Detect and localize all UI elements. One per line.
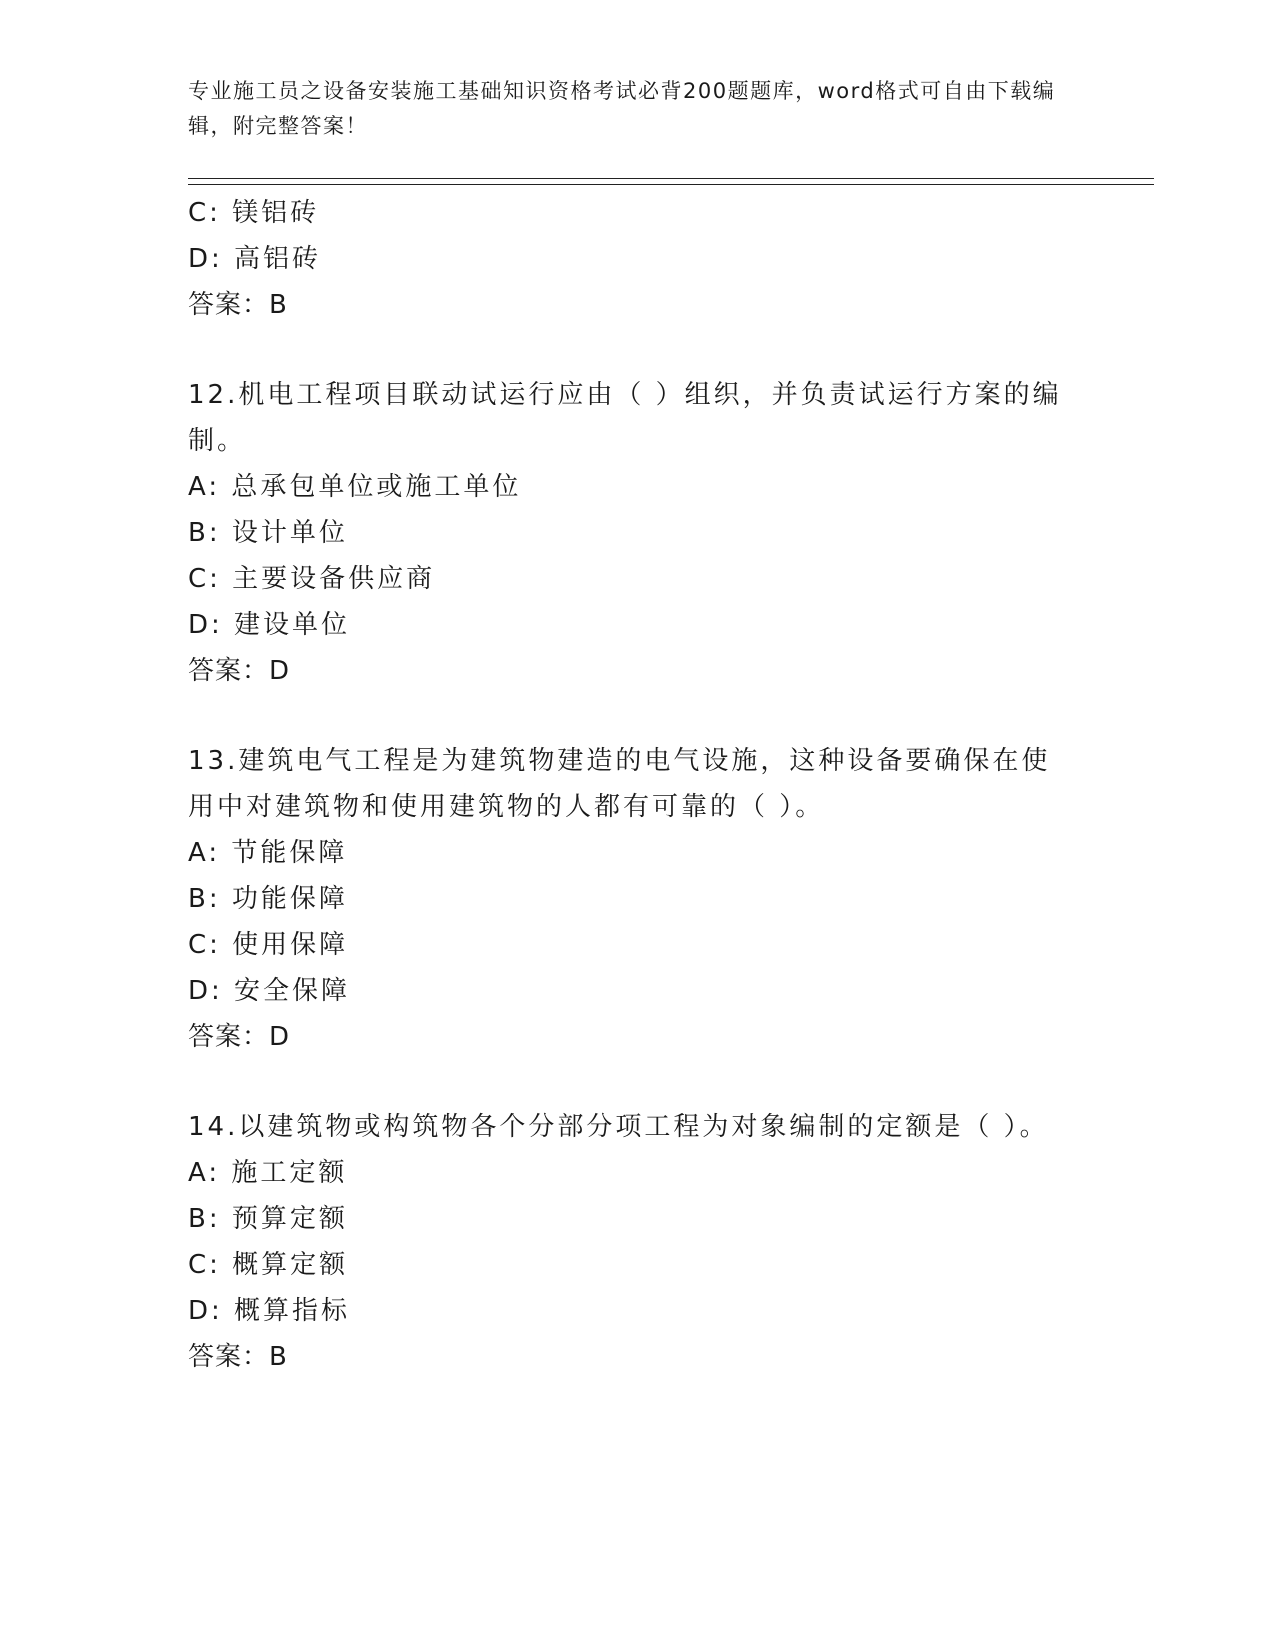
- answer-line: 答案：B: [188, 1342, 288, 1372]
- option-d: D: 高铝砖: [188, 244, 322, 274]
- option-d: D: 概算指标: [188, 1296, 351, 1326]
- option-c: C: 概算定额: [188, 1250, 349, 1280]
- answer-line: 答案：D: [188, 656, 291, 686]
- question-content: [188, 190, 1088, 1380]
- answer-line: 答案：B: [188, 290, 288, 320]
- question-stem: 14.以建筑物或构筑物各个分部分项工程为对象编制的定额是（ ）。: [188, 1112, 1049, 1142]
- header-title: 专业施工员之设备安装施工基础知识资格考试必背200题题库，word格式可自由下载编辑，附完整答案！: [188, 79, 1056, 138]
- question-12: [188, 372, 1088, 694]
- option-d: D: 建设单位: [188, 610, 351, 640]
- option-a: A: 节能保障: [188, 838, 348, 868]
- option-c: C: 使用保障: [188, 930, 349, 960]
- question-stem: 12.机电工程项目联动试运行应由（ ）组织，并负责试运行方案的编制。: [188, 380, 1062, 456]
- answer-line: 答案：D: [188, 1022, 291, 1052]
- option-a: A: 施工定额: [188, 1158, 348, 1188]
- page-header: [188, 74, 1068, 144]
- question-13: [188, 738, 1088, 1060]
- option-a: A: 总承包单位或施工单位: [188, 472, 522, 502]
- option-b: B: 预算定额: [188, 1204, 348, 1234]
- question-stem: 13.建筑电气工程是为建筑物建造的电气设施，这种设备要确保在使用中对建筑物和使用建筑物的人都有可靠的（ ）。: [188, 746, 1051, 822]
- option-d: D: 安全保障: [188, 976, 351, 1006]
- question-14: [188, 1104, 1088, 1380]
- continued-question: [188, 190, 1088, 328]
- option-c: C: 主要设备供应商: [188, 564, 436, 594]
- option-c: C: 镁铝砖: [188, 198, 320, 228]
- header-divider: [188, 178, 1154, 185]
- option-b: B: 设计单位: [188, 518, 348, 548]
- option-b: B: 功能保障: [188, 884, 348, 914]
